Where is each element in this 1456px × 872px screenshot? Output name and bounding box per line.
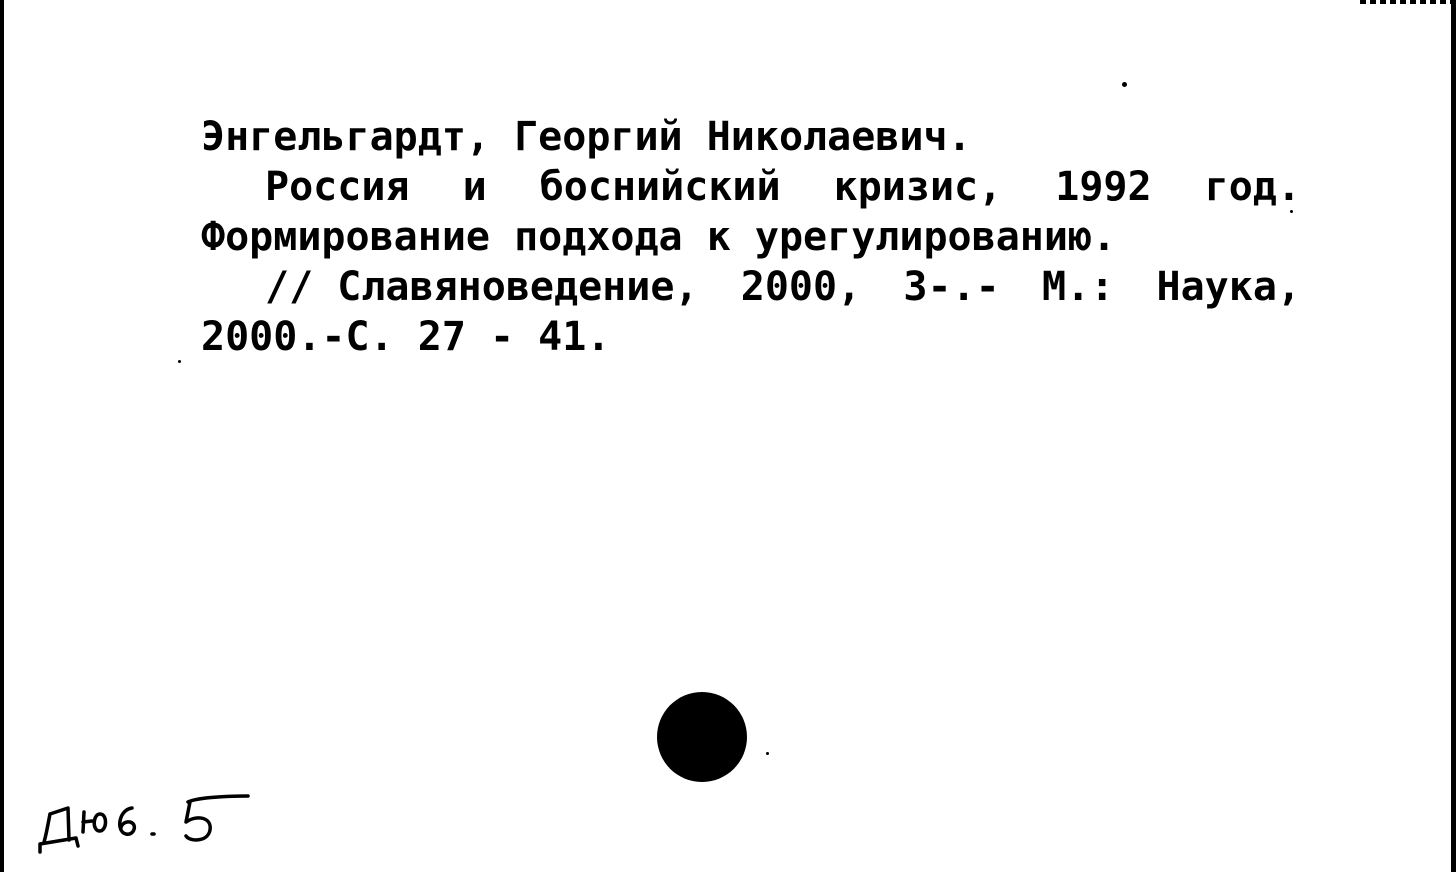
speck bbox=[1290, 210, 1293, 213]
speck bbox=[766, 752, 769, 755]
source-word: Наука, bbox=[1156, 264, 1301, 310]
card-left-edge bbox=[0, 0, 4, 872]
title-word: кризис, bbox=[833, 164, 1003, 210]
source-word: 2000, bbox=[740, 264, 862, 310]
bibliographic-entry bbox=[201, 112, 1301, 362]
card-top-edge bbox=[1360, 0, 1456, 4]
title-word: 1992 bbox=[1055, 164, 1152, 210]
title-word: год. bbox=[1204, 164, 1301, 210]
entry-title-line bbox=[201, 162, 1301, 212]
entry-pages: 2000.-С. 27 - 41. bbox=[201, 314, 611, 360]
entry-author: Энгельгардт, Георгий Николаевич. bbox=[201, 114, 972, 160]
source-word: 3-.- bbox=[903, 264, 1000, 310]
shelfmark-handwriting bbox=[36, 784, 276, 864]
speck bbox=[1122, 82, 1127, 87]
title-word: боснийский bbox=[539, 164, 781, 210]
title-word: и bbox=[462, 164, 487, 210]
title-word: Россия bbox=[265, 164, 410, 210]
entry-title-cont: Формирование подхода к урегулированию. bbox=[201, 214, 1117, 260]
punch-hole bbox=[657, 692, 747, 782]
source-word: // Славяноведение, bbox=[265, 264, 699, 310]
handwritten-shelfmark bbox=[36, 784, 276, 864]
entry-source-line bbox=[201, 262, 1301, 312]
speck bbox=[178, 360, 181, 363]
source-word: М.: bbox=[1041, 264, 1115, 310]
card-right-edge bbox=[1451, 0, 1456, 872]
